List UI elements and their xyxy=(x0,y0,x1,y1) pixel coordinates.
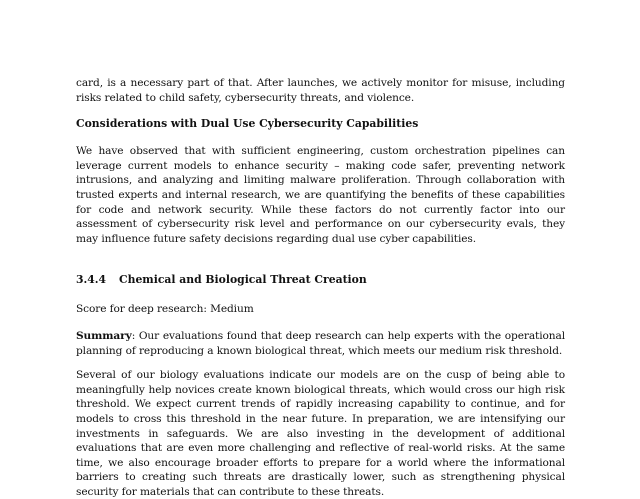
section-number: 3.4.4 xyxy=(76,273,107,287)
score-line: Score for deep research: Medium xyxy=(76,303,254,316)
document-page xyxy=(76,76,565,499)
summary-label: Summary xyxy=(76,329,132,342)
dual-use-paragraph: We have observed that with sufficient engineering, custom orchestration pipelines can leverage current models to enhance security – making code safer, preventing network intrusions, and analyzing and limiting malware proliferation. Through collaboration with trusted experts and internal research, we are quantifying the benefits of these capabilities for code and network security. While these factors do not currently factor into our assessment of cybersecurity risk level and performance on our cybersecurity evals, they may influence future safety decisions regarding dual use cyber capabilities. xyxy=(76,145,565,245)
summary-paragraph xyxy=(76,329,565,358)
summary-text: : Our evaluations found that deep research can help experts with the operational planning of reproducing a known biological threat, which meets our medium risk threshold. xyxy=(76,329,565,357)
dual-use-heading: Considerations with Dual Use Cybersecurity Capabilities xyxy=(76,117,419,131)
section-heading xyxy=(76,273,565,287)
intro-paragraph: card, is a necessary part of that. After launches, we actively monitor for misuse, including risks related to child safety, cybersecurity threats, and violence. xyxy=(76,77,565,104)
body-paragraph: Several of our biology evaluations indicate our models are on the cusp of being able to meaningfully help novices create known biological threats, which would cross our high risk threshold. We expect current trends of rapidly increasing capability to continue, and for models to cross this threshold in the near future. In preparation, we are intensifying our investments in safeguards. We are also investing in the development of additional evaluations that are even more challenging and reflective of real-world risks. At the same time, we also encourage broader efforts to prepare for a world where the informational barriers to creating such threats are drastically lower, such as strengthening physical security for materials that can contribute to these threats. xyxy=(76,369,565,498)
section-title: Chemical and Biological Threat Creation xyxy=(119,273,367,287)
